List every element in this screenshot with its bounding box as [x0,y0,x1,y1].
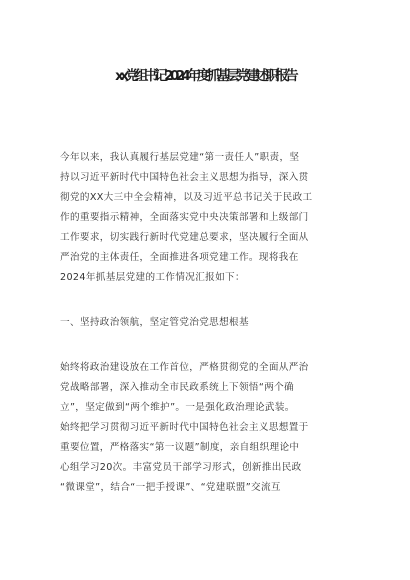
intro-line-7: 2024年抓基层党建的工作情况汇报如下： [60,272,245,283]
section1-line-7: “微课堂”，结合“一把手授课”、“党建联盟”交流互 [60,482,281,493]
section1-line-3: 立”，坚定做到“两个维护”。一是强化政治理论武装。 [60,402,295,413]
intro-line-2: 持以习近平新时代中国特色社会主义思想为指导，深入贯 [60,172,309,183]
section1-line-1: 始终将政治建设放在工作首位，严格贯彻党的全面从严治 [60,362,309,373]
section1-line-2: 党战略部署，深入推动全市民政系统上下领悟“两个确 [60,382,295,393]
section-heading-1: 一、坚持政治领航，坚定管党治党思想根基 [60,317,249,328]
document-title: xx党组书记2024年度抓基层党建述职报告 [115,68,295,84]
intro-line-6: 严治党的主体责任，全面推进各项党建工作。现将我在 [60,252,299,263]
intro-line-4: 作的重要指示精神，全面落实党中央决策部署和上级部门 [60,212,309,223]
intro-line-5: 工作要求，切实践行新时代党建总要求，坚决履行全面从 [60,232,309,243]
section1-line-6: 心组学习20次。丰富党员干部学习形式，创新推出民政 [60,462,302,473]
intro-line-1: 今年以来，我认真履行基层党建“第一责任人”职责，坚 [60,152,300,163]
section1-line-5: 重要位置，严格落实“第一议题”制度，亲自组织理论中 [60,442,300,453]
section1-line-4: 始终把学习贯彻习近平新时代中国特色社会主义思想置于 [60,422,309,433]
intro-line-3: 彻党的XX大三中全会精神，以及习近平总书记关于民政工 [60,192,313,203]
